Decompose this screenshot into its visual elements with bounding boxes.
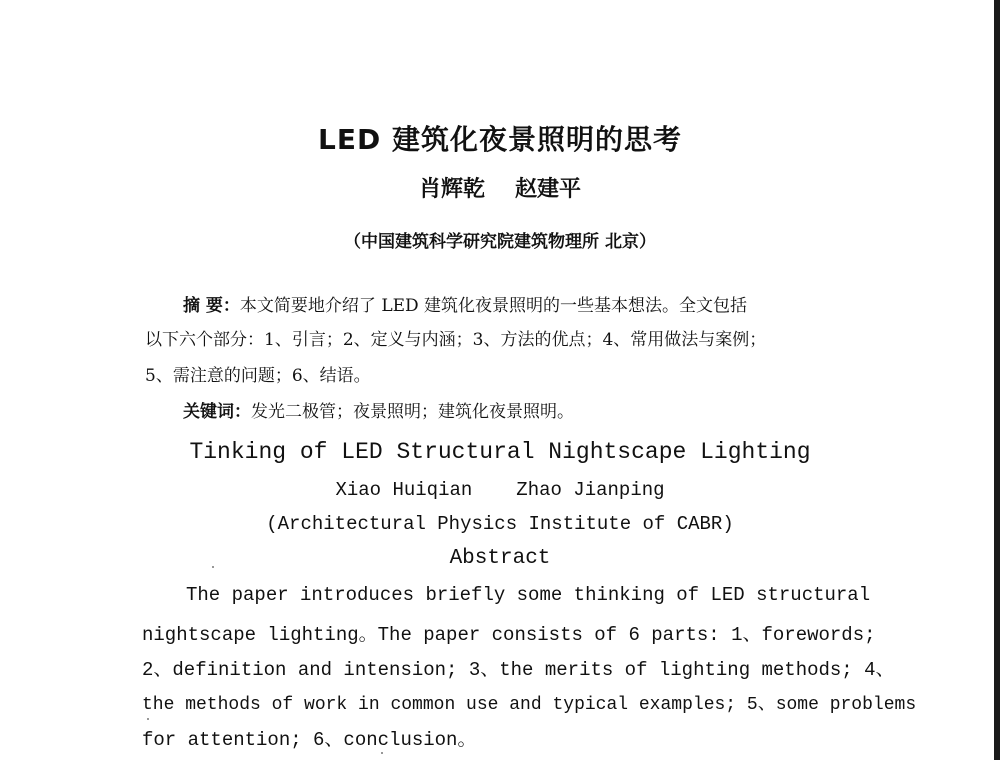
english-abstract-line-4: the methods of work in common use and typical examples; 5、some problems xyxy=(142,695,917,715)
scan-border xyxy=(994,0,1000,760)
english-abstract-heading: Abstract xyxy=(449,547,551,570)
chinese-abstract-line-3: 5、需注意的问题；6、结语。 xyxy=(145,366,371,386)
chinese-title: LED 建筑化夜景照明的思考 xyxy=(318,123,682,156)
english-authors xyxy=(0,479,1000,501)
english-author-2: Zhao Jianping xyxy=(516,479,665,501)
chinese-author-1: 肖辉乾 xyxy=(418,176,485,202)
scan-speck xyxy=(381,752,383,754)
chinese-affiliation: （中国建筑科学研究院建筑物理所 北京） xyxy=(344,232,656,252)
chinese-abstract-line-2: 以下六个部分：1、引言；2、定义与内涵；3、方法的优点；4、常用做法与案例； xyxy=(145,330,767,350)
english-abstract-line-1: The paper introduces briefly some thinking of LED structural xyxy=(186,584,871,606)
scan-speck xyxy=(147,718,149,720)
chinese-keywords-label: 关键词： xyxy=(183,402,251,422)
chinese-author-2: 赵建平 xyxy=(515,176,582,202)
english-affiliation: (Architectural Physics Institute of CABR) xyxy=(266,513,734,535)
chinese-abstract-text-1: 本文简要地介绍了 LED 建筑化夜景照明的一些基本想法。全文包括 xyxy=(239,296,748,316)
chinese-abstract-label: 摘 要： xyxy=(183,296,240,316)
english-abstract-line-2: nightscape lighting。The paper consists of 6 parts: 1、forewords; xyxy=(142,624,876,646)
english-title: Tinking of LED Structural Nightscape Lighting xyxy=(189,439,811,465)
english-abstract-line-3: 2、definition and intension; 3、the merits of lighting methods; 4、 xyxy=(142,659,895,681)
chinese-keywords-text: 发光二极管；夜景照明；建筑化夜景照明。 xyxy=(251,402,574,422)
chinese-authors xyxy=(0,172,1000,203)
chinese-abstract-line-1 xyxy=(183,291,747,316)
english-author-1: Xiao Huiqian xyxy=(335,479,473,501)
english-abstract-line-5: for attention; 6、conclusion。 xyxy=(142,729,477,751)
scan-speck xyxy=(212,566,214,568)
chinese-keywords xyxy=(183,397,574,422)
